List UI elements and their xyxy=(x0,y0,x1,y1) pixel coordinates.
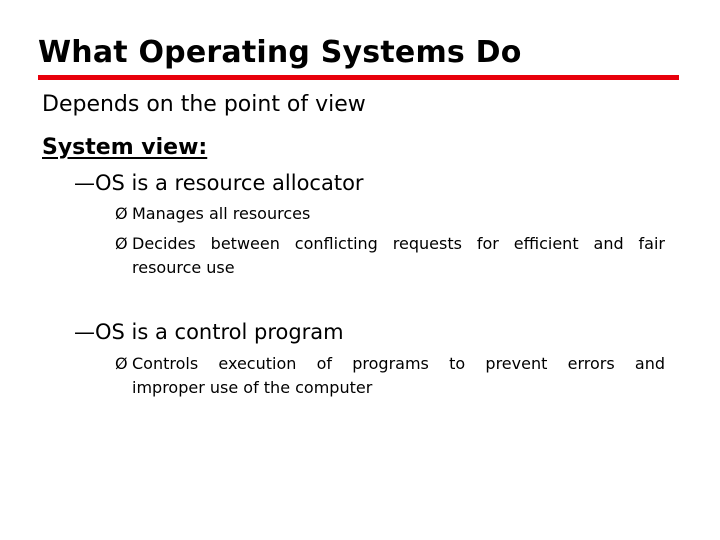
controls-execution-item: Controls execution of programs to prevent errors and xyxy=(132,354,665,373)
decides-requests-item: Decides between conflicting requests for efficient and fair xyxy=(132,234,665,253)
arrow-bullet-icon: Ø xyxy=(115,234,128,253)
controls-execution-item-continuation: improper use of the computer xyxy=(132,378,373,397)
title-underline-rule xyxy=(38,75,679,80)
viewpoint-point: Depends on the point of view xyxy=(42,92,366,117)
manages-resources-item: Manages all resources xyxy=(132,204,311,223)
control-program-point xyxy=(74,318,344,346)
dash-bullet: — xyxy=(74,320,95,344)
resource-allocator-point xyxy=(74,169,364,197)
system-view-heading: System view: xyxy=(42,135,208,160)
arrow-bullet-icon: Ø xyxy=(115,204,128,223)
decides-requests-item-continuation: resource use xyxy=(132,258,235,277)
control-program-heading: OS is a control program xyxy=(95,320,344,344)
arrow-bullet-icon: Ø xyxy=(115,354,128,373)
dash-bullet: — xyxy=(74,171,95,195)
resource-allocator-heading: OS is a resource allocator xyxy=(95,171,364,195)
slide-title: What Operating Systems Do xyxy=(38,35,522,70)
